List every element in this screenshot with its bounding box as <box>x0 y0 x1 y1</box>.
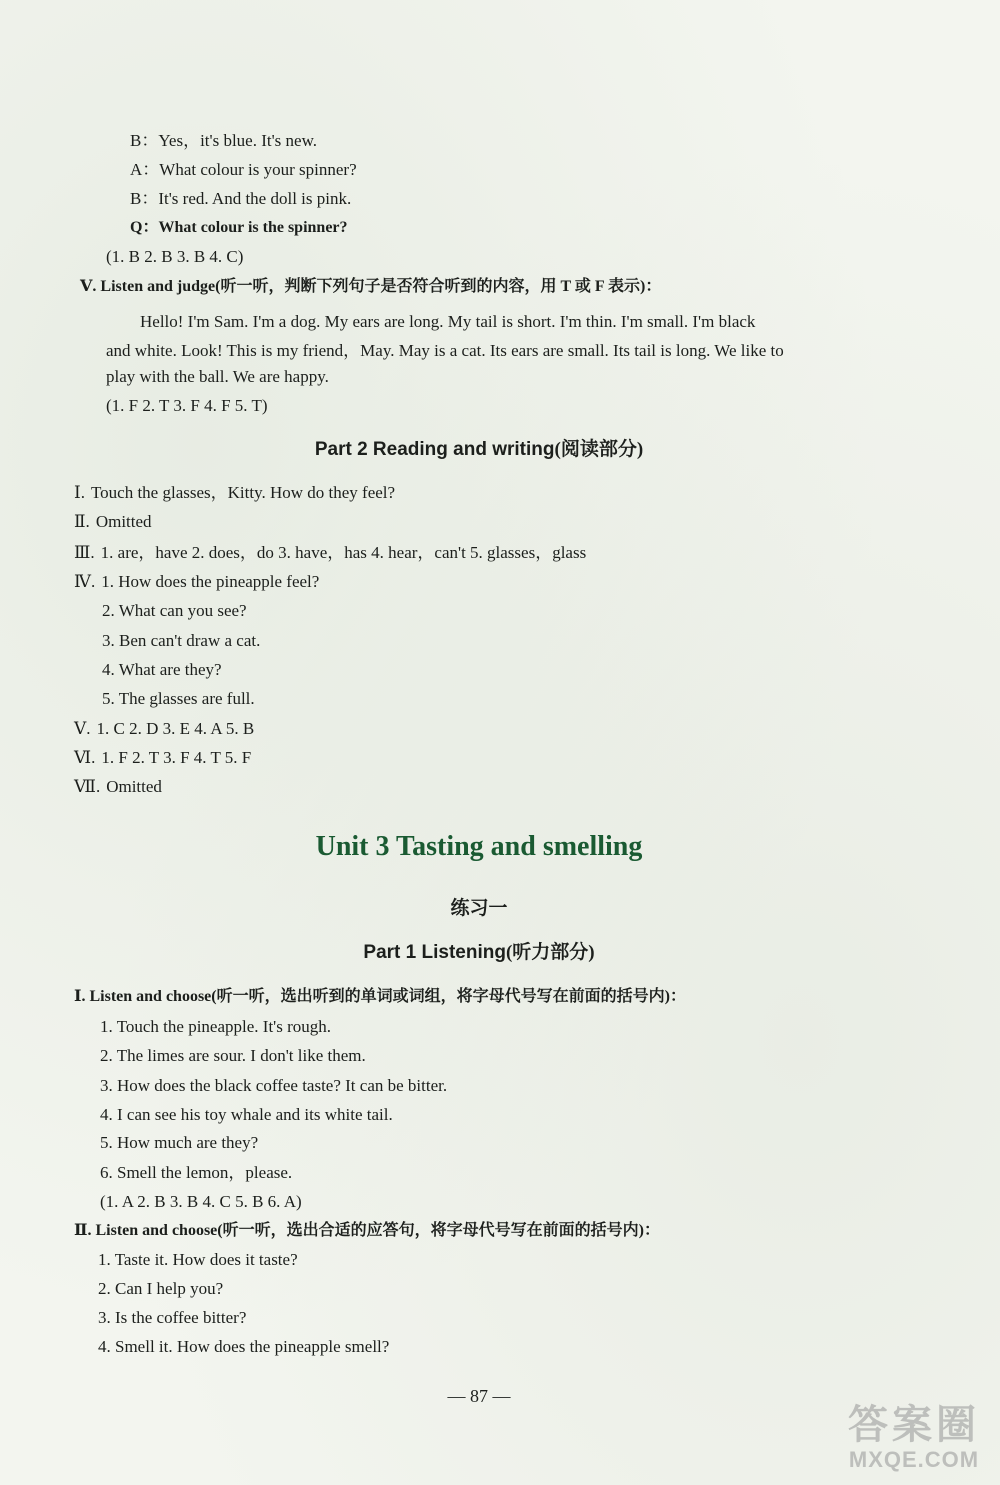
dialogue-line: A：What colour is your spinner? <box>130 160 357 179</box>
section-instruction: Ⅰ. Listen and choose(听一听，选出听到的单词或词组，将字母代号写在前面的括号内)： <box>74 988 686 1005</box>
dialogue-line: B：Yes，it's blue. It's new. <box>130 131 318 150</box>
unit-title: Unit 3 Tasting and smelling <box>315 831 643 862</box>
list-item: 1. Taste it. How does it taste? <box>98 1250 298 1269</box>
list-item: 5. The glasses are full. <box>102 689 255 708</box>
dialogue-line: B：It's red. And the doll is pink. <box>130 189 352 208</box>
section-instruction: Ⅴ. Listen and judge(听一听，判断下列句子是否符合听到的内容，用 T 或 F 表示)： <box>80 278 662 295</box>
list-item: 4. What are they? <box>102 660 222 679</box>
list-item: Ⅳ. 1. How does the pineapple feel? <box>74 572 320 591</box>
list-item: 5. How much are they? <box>100 1133 259 1152</box>
page-number: — 87 — <box>447 1386 511 1406</box>
list-item: 2. The limes are sour. I don't like them. <box>100 1046 366 1065</box>
list-item: Ⅲ. 1. are，have 2. does，do 3. have，has 4. hear，can't 5. glasses，glass <box>74 543 587 562</box>
list-item: 1. Touch the pineapple. It's rough. <box>100 1017 332 1036</box>
passage-line: and white. Look! This is my friend，May. May is a cat. Its ears are small. Its tail is long. We like to <box>106 341 784 360</box>
list-item: 3. Is the coffee bitter? <box>98 1308 247 1327</box>
list-item: 3. Ben can't draw a cat. <box>102 631 261 650</box>
list-item: 6. Smell the lemon，please. <box>100 1163 293 1182</box>
exercise-heading: 练习一 <box>450 898 508 919</box>
list-item: Ⅴ. 1. C 2. D 3. E 4. A 5. B <box>74 719 255 738</box>
list-item: 4. Smell it. How does the pineapple smell? <box>98 1337 390 1356</box>
list-item: 2. What can you see? <box>102 601 247 620</box>
list-item: Ⅰ. Touch the glasses，Kitty. How do they feel? <box>74 483 396 502</box>
passage-line: Hello! I'm Sam. I'm a dog. My ears are long. My tail is short. I'm thin. I'm small. I'm black <box>140 312 756 331</box>
part-heading: Part 2 Reading and writing(阅读部分) <box>314 439 644 460</box>
section-instruction: Ⅱ. Listen and choose(听一听，选出合适的应答句，将字母代号写在前面的括号内)： <box>74 1222 660 1239</box>
list-item: 3. How does the black coffee taste? It can be bitter. <box>100 1076 448 1095</box>
part-heading: Part 1 Listening(听力部分) <box>363 942 595 963</box>
list-item: 2. Can I help you? <box>98 1279 224 1298</box>
list-item: Ⅱ. Omitted <box>74 512 152 531</box>
list-item: Ⅵ. 1. F 2. T 3. F 4. T 5. F <box>74 748 252 767</box>
list-item: 4. I can see his toy whale and its white tail. <box>100 1105 393 1124</box>
passage-line: play with the ball. We are happy. <box>106 367 329 386</box>
list-item: Ⅶ. Omitted <box>74 777 162 796</box>
answer-key: (1. F 2. T 3. F 4. F 5. T) <box>106 396 268 415</box>
answer-key: (1. B 2. B 3. B 4. C) <box>106 247 244 266</box>
watermark-logo: 答案圈 MXQE.COM <box>848 1403 980 1472</box>
answer-key: (1. A 2. B 3. B 4. C 5. B 6. A) <box>100 1192 302 1211</box>
question-line: Q：What colour is the spinner? <box>130 219 348 236</box>
